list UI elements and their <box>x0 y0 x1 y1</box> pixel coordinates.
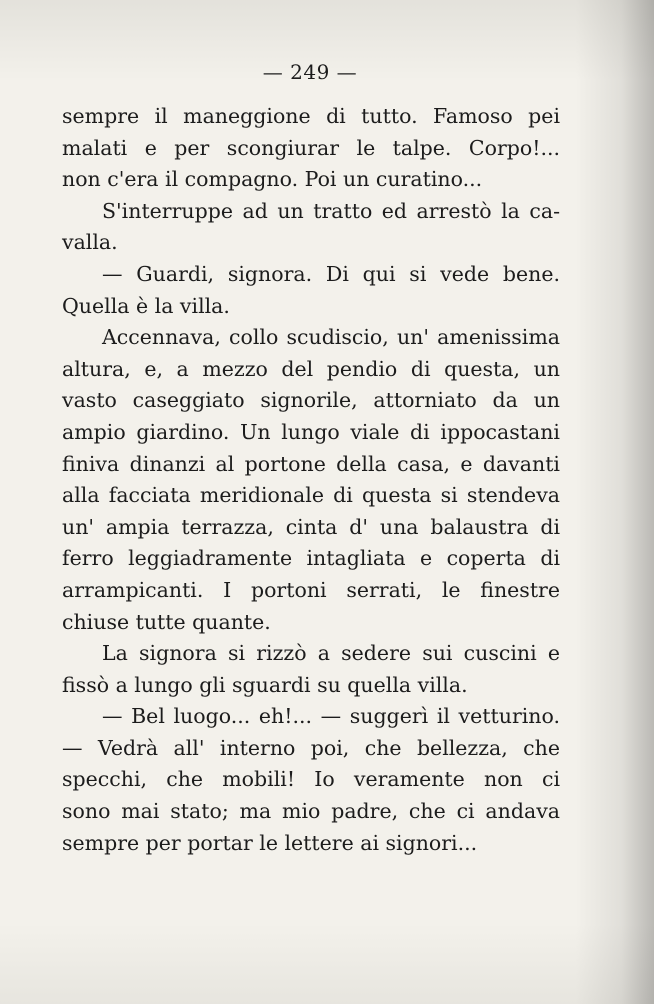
text-line: — Guardi, signora. Di qui si vede bene. <box>102 261 560 286</box>
text-line: — Vedrà all' interno poi, che bellezza, che <box>62 735 560 760</box>
text-line: valla. <box>62 230 118 255</box>
text-line: sono mai stato; ma mio padre, che ci andava <box>62 799 560 824</box>
text-line: malati e per scongiurar le talpe. Corpo!... <box>62 135 560 160</box>
text-line: chiuse tutte quante. <box>62 609 271 634</box>
text-line: ferro leggiadramente intagliata e coperta di <box>62 546 560 571</box>
text-line: Accennava, collo scudiscio, un' amenissima <box>102 325 560 350</box>
text-line: S'interruppe ad un tratto ed arrestò la ca- <box>102 198 560 223</box>
text-line: vasto caseggiato signorile, attorniato da un <box>62 388 560 413</box>
page-number: — 249 — <box>262 60 358 84</box>
text-line: arrampicanti. I portoni serrati, le finestre <box>62 577 560 602</box>
text-line: fissò a lungo gli sguardi su quella villa. <box>62 672 468 697</box>
text-line: La signora si rizzò a sedere sui cuscini e <box>102 641 560 666</box>
text-line: altura, e, a mezzo del pendio di questa, un <box>62 356 560 381</box>
text-line: finiva dinanzi al portone della casa, e davanti <box>62 451 560 476</box>
text-line: sempre per portar le lettere ai signori... <box>62 830 478 855</box>
text-line: — Bel luogo... eh!... — suggerì il vetturino. <box>102 704 560 729</box>
text-line: specchi, che mobili! Io veramente non ci <box>62 767 560 792</box>
body-text <box>62 101 560 859</box>
text-line: un' ampia terrazza, cinta d' una balaustra di <box>62 514 560 539</box>
text-line: sempre il maneggione di tutto. Famoso pei <box>62 104 560 128</box>
text-line: non c'era il compagno. Poi un curatino... <box>62 167 483 192</box>
text-line: Quella è la villa. <box>62 293 230 318</box>
text-line: ampio giardino. Un lungo viale di ippocastani <box>62 419 560 444</box>
text-line: alla facciata meridionale di questa si stendeva <box>62 483 560 508</box>
